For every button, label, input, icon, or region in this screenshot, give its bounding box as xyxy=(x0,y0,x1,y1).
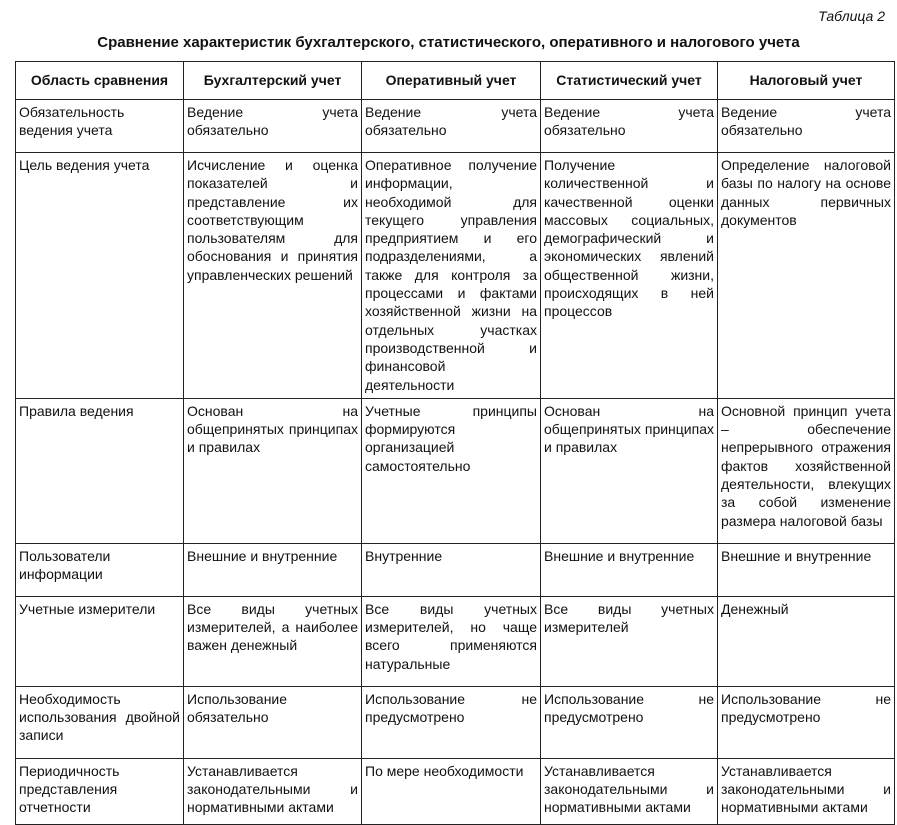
table-cell: По мере необходимости xyxy=(362,758,541,824)
comparison-table xyxy=(15,61,895,825)
row-label-cell: Цель ведения учета xyxy=(16,153,184,399)
table-cell: Все виды учетных измерителей xyxy=(541,596,718,686)
table-row xyxy=(16,543,895,596)
table-cell: Внешние и внутренние xyxy=(718,543,895,596)
table-cell: Устанавливается законодательными и нормативными актами xyxy=(718,758,895,824)
table-cell: Основан на общепринятых принципах и правилах xyxy=(184,398,362,543)
header-cell: Бухгалтерский учет xyxy=(184,62,362,100)
row-label-cell: Пользователи информации xyxy=(16,543,184,596)
header-cell: Налоговый учет xyxy=(718,62,895,100)
table-cell: Исчисление и оценка показателей и представление их соответствующим пользователям для обоснования и принятия управленческих решений xyxy=(184,153,362,399)
table-cell: Получение количественной и качественной оценки массовых социальных, демографический и экономических явлений общественной жизни, происходящих в ней процессов xyxy=(541,153,718,399)
row-label-cell: Учетные измерители xyxy=(16,596,184,686)
table-cell: Использование обязательно xyxy=(184,686,362,758)
table-cell: Основан на общепринятых принципах и правилах xyxy=(541,398,718,543)
document-title: Сравнение характеристик бухгалтерского, статистического, оперативного и налогового учета xyxy=(97,34,800,51)
table-header-row xyxy=(16,62,895,100)
table-cell: Использование не предусмотрено xyxy=(718,686,895,758)
table-cell: Все виды учетных измерителей, но чаще всего применяются натуральные xyxy=(362,596,541,686)
table-row xyxy=(16,398,895,543)
row-label-cell: Периодичность представления отчетности xyxy=(16,758,184,824)
table-cell: Использование не предусмотрено xyxy=(362,686,541,758)
table-cell: Учетные принципы формируются организацией самостоятельно xyxy=(362,398,541,543)
header-cell: Область сравнения xyxy=(16,62,184,100)
table-row xyxy=(16,758,895,824)
table-cell: Внешние и внутренние xyxy=(184,543,362,596)
row-label-cell: Правила ведения xyxy=(16,398,184,543)
table-cell: Ведение учета обязательно xyxy=(184,100,362,153)
table-row xyxy=(16,153,895,399)
table-cell: Ведение учета обязательно xyxy=(362,100,541,153)
row-label-cell: Необходимость использования двойной записи xyxy=(16,686,184,758)
table-cell: Внешние и внутренние xyxy=(541,543,718,596)
table-cell: Ведение учета обязательно xyxy=(718,100,895,153)
table-cell: Устанавливается законодательными и нормативными актами xyxy=(184,758,362,824)
table-row xyxy=(16,686,895,758)
table-cell: Денежный xyxy=(718,596,895,686)
table-row xyxy=(16,100,895,153)
table-cell: Устанавливается законодательными и нормативными актами xyxy=(541,758,718,824)
table-cell: Все виды учетных измерителей, а наиболее важен денежный xyxy=(184,596,362,686)
table-cell: Основной принцип учета – обеспечение непрерывного отражения фактов хозяйственной деятельности, влекущих за собой изменение размера налоговой базы xyxy=(718,398,895,543)
table-caption: Таблица 2 xyxy=(818,8,885,24)
table-cell: Определение налоговой базы по налогу на основе данных первичных документов xyxy=(718,153,895,399)
table-cell: Использование не предусмотрено xyxy=(541,686,718,758)
table-cell: Оперативное получение информации, необходимой для текущего управления предприятием и его подразделениями, а также для контроля за процессами и фактами хозяйственной жизни на отдельных участках производственной и финансовой деятельности xyxy=(362,153,541,399)
header-cell: Оперативный учет xyxy=(362,62,541,100)
header-cell: Статистический учет xyxy=(541,62,718,100)
row-label-cell: Обязательность ведения учета xyxy=(16,100,184,153)
table-row xyxy=(16,596,895,686)
table-cell: Ведение учета обязательно xyxy=(541,100,718,153)
table-cell: Внутренние xyxy=(362,543,541,596)
